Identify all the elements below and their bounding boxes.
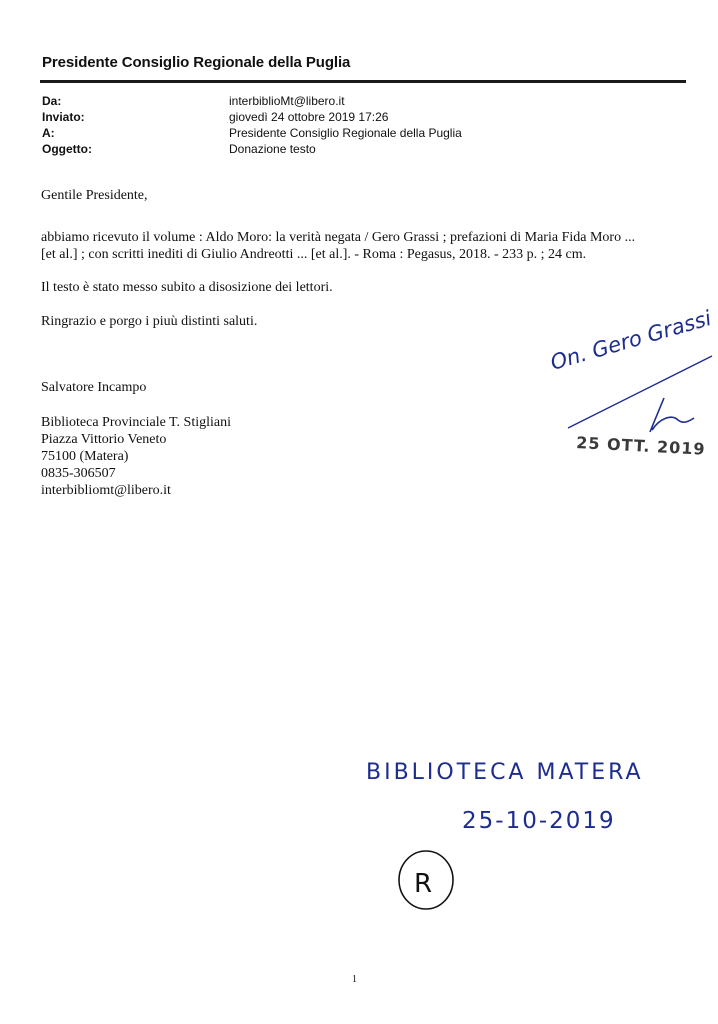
paragraph-1-line-2: [et al.] ; con scritti inediti di Giulio Andreotti ... [et al.]. - Roma : Pegasus, 2018. - 233 p. ; 24 cm.: [41, 247, 587, 262]
address-line-3: 75100 (Matera): [41, 449, 129, 464]
page-number: 1: [352, 974, 357, 985]
address-line-2: Piazza Vittorio Veneto: [41, 432, 167, 447]
initials-scribble: [650, 398, 694, 432]
sent-label: Inviato:: [42, 110, 85, 124]
handwritten-date: 25-10-2019: [462, 808, 616, 834]
subject-value: Donazione testo: [229, 142, 316, 156]
to-value: Presidente Consiglio Regionale della Puglia: [229, 126, 462, 140]
closing: Ringrazio e porgo i piuù distinti saluti.: [41, 314, 258, 329]
ink-stroke-line: [568, 356, 712, 428]
subject-label: Oggetto:: [42, 142, 92, 156]
sent-value: giovedì 24 ottobre 2019 17:26: [229, 110, 389, 124]
signature-name: Salvatore Incampo: [41, 380, 147, 395]
address-line-5: interbibliomt@libero.it: [41, 483, 171, 498]
handwritten-note: On. Gero Grassi: [547, 305, 714, 375]
paragraph-2: Il testo è stato messo subito a disosizione dei lettori.: [41, 280, 333, 295]
circled-letter: R: [414, 869, 433, 899]
greeting: Gentile Presidente,: [41, 188, 148, 203]
from-label: Da:: [42, 94, 62, 108]
from-value: interbiblioMt@libero.it: [229, 94, 345, 108]
address-line-1: Biblioteca Provinciale T. Stigliani: [41, 415, 232, 430]
handwritten-library: BIBLIOTECA MATERA: [366, 760, 644, 785]
to-label: A:: [42, 126, 55, 140]
paragraph-1-line-1: abbiamo ricevuto il volume : Aldo Moro: la verità negata / Gero Grassi ; prefazioni di Maria Fida Moro ...: [41, 230, 636, 245]
email-header-title: Presidente Consiglio Regionale della Puglia: [42, 54, 351, 71]
received-date-stamp: 25 OTT. 2019: [575, 433, 706, 459]
address-line-4: 0835-306507: [41, 466, 116, 481]
